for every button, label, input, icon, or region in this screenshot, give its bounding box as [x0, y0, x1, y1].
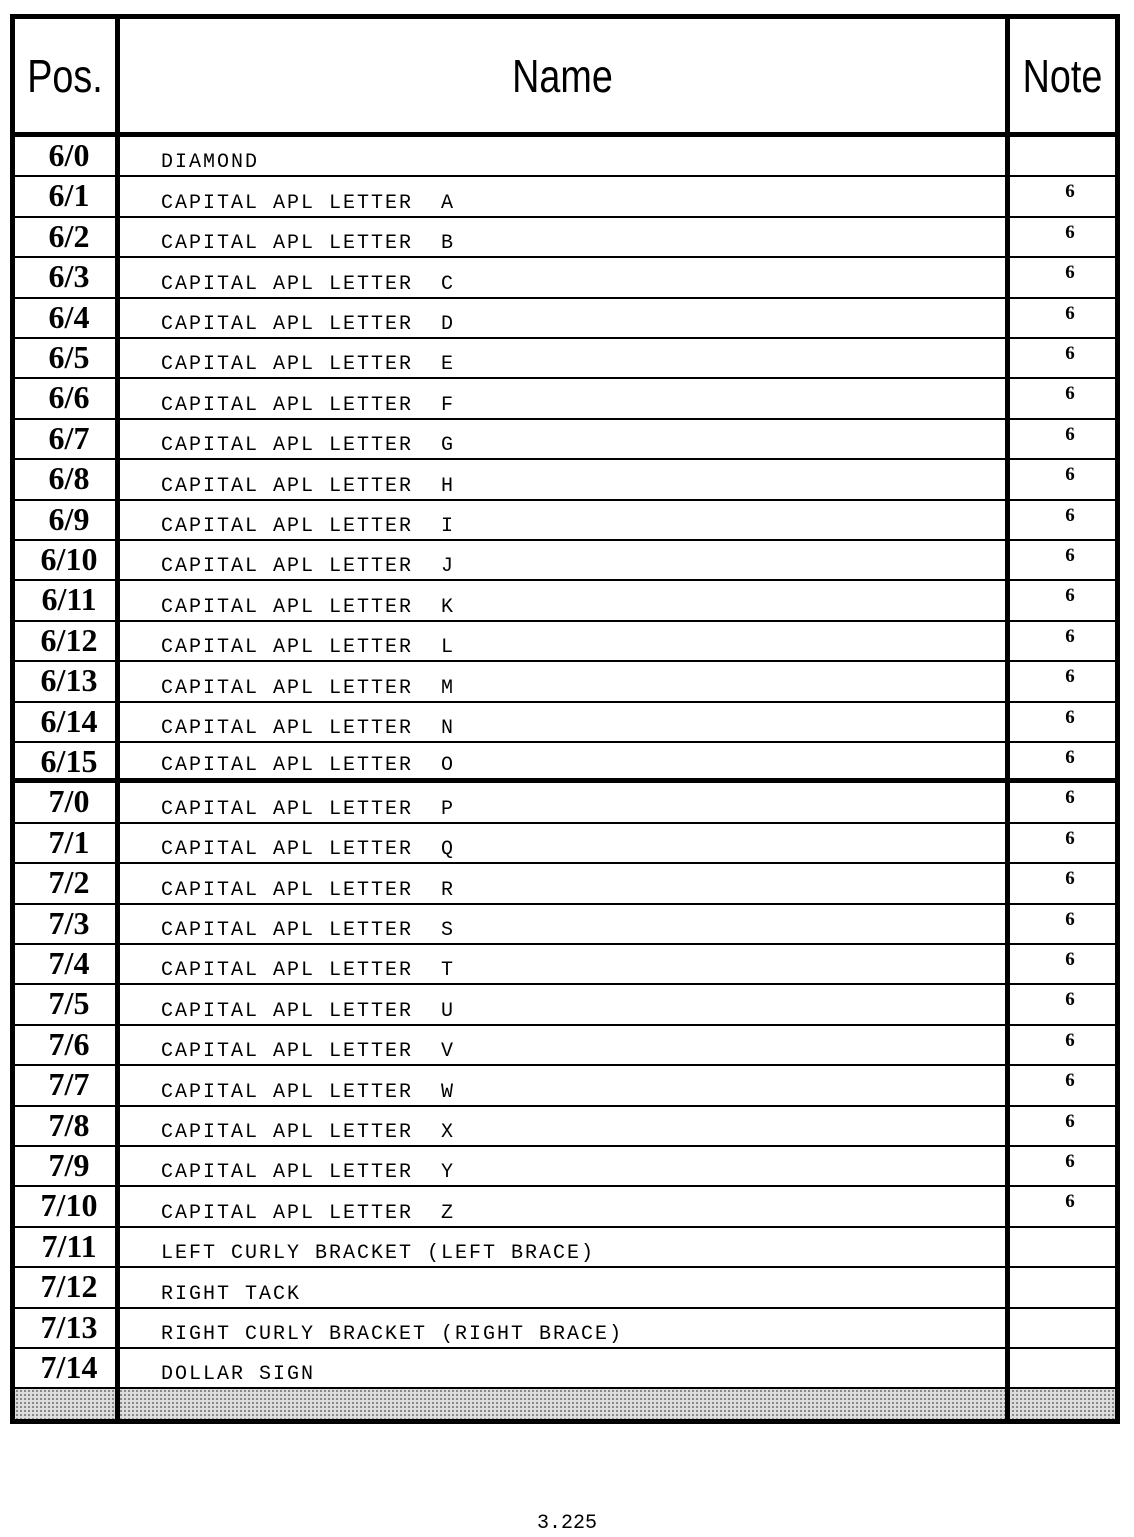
row-note: 6: [1065, 221, 1075, 243]
row-position: 7/1: [48, 823, 90, 860]
row-position: 6/10: [40, 541, 98, 577]
row-character-name: CAPITAL APL LETTER F: [161, 393, 456, 417]
row-character-name: DIAMOND: [161, 151, 260, 175]
table-row: [15, 339, 1115, 379]
row-note: 6: [1065, 625, 1075, 647]
row-note: 6: [1065, 706, 1075, 728]
row-position: 6/6: [48, 379, 90, 416]
table-row: [15, 662, 1115, 702]
row-character-name: CAPITAL APL LETTER X: [161, 1120, 456, 1144]
row-position: 6/0: [48, 137, 90, 173]
note-column-header: Note: [1022, 49, 1103, 102]
table-row: [15, 1228, 1115, 1268]
table-row: [15, 177, 1115, 217]
row-position: 7/10: [40, 1187, 98, 1224]
table-row: [15, 581, 1115, 621]
table-row: [15, 258, 1115, 298]
row-character-name: CAPITAL APL LETTER S: [161, 918, 456, 942]
row-note: 6: [1065, 504, 1075, 526]
row-character-name: CAPITAL APL LETTER M: [161, 676, 456, 700]
row-position: 7/0: [48, 783, 90, 820]
row-character-name: CAPITAL APL LETTER A: [161, 191, 456, 215]
row-note: 6: [1065, 545, 1075, 566]
row-character-name: CAPITAL APL LETTER H: [161, 474, 456, 498]
row-position: 6/1: [48, 177, 90, 214]
table-row: [15, 824, 1115, 864]
table-row: [15, 864, 1115, 904]
table-row: [15, 743, 1115, 783]
row-note: 6: [1065, 423, 1075, 445]
row-character-name: CAPITAL APL LETTER Z: [161, 1201, 456, 1225]
row-position: 7/13: [40, 1308, 98, 1345]
row-position: 7/7: [48, 1066, 90, 1103]
row-character-name: CAPITAL APL LETTER E: [161, 353, 456, 377]
table-row: [15, 1026, 1115, 1066]
row-position: 6/15: [40, 743, 98, 779]
row-position: 6/14: [40, 702, 98, 739]
name-column-header: Name: [512, 49, 613, 102]
row-note: 6: [1065, 1191, 1075, 1213]
row-position: 6/3: [48, 258, 90, 295]
row-position: 7/9: [48, 1147, 90, 1183]
table-row: [15, 1309, 1115, 1349]
column-divider-note: [1005, 19, 1010, 1419]
row-character-name: RIGHT CURLY BRACKET (RIGHT BRACE): [161, 1322, 624, 1346]
row-note: 6: [1065, 827, 1075, 849]
row-position: 7/11: [41, 1227, 97, 1264]
row-position: 7/12: [40, 1268, 98, 1305]
table-row: [15, 1066, 1115, 1106]
row-character-name: CAPITAL APL LETTER K: [161, 595, 456, 619]
row-position: 6/12: [40, 621, 98, 658]
row-note: 6: [1065, 464, 1075, 486]
row-character-name: CAPITAL APL LETTER L: [161, 636, 456, 660]
table-row: [15, 137, 1115, 177]
table-row: [15, 905, 1115, 945]
row-note: 6: [1065, 262, 1075, 284]
row-character-name: CAPITAL APL LETTER I: [161, 514, 456, 538]
row-character-name: CAPITAL APL LETTER D: [161, 312, 456, 336]
row-character-name: CAPITAL APL LETTER U: [161, 999, 456, 1023]
table-row: [15, 1107, 1115, 1147]
row-note: 6: [1065, 868, 1075, 890]
row-character-name: CAPITAL APL LETTER C: [161, 272, 456, 296]
row-position: 6/11: [41, 581, 97, 618]
table-row: [15, 218, 1115, 258]
table-row: [15, 460, 1115, 500]
row-position: 7/6: [48, 1025, 90, 1062]
row-note: 6: [1065, 1029, 1075, 1051]
row-character-name: CAPITAL APL LETTER B: [161, 232, 456, 256]
page-number: 3.225: [536, 1512, 597, 1535]
row-character-name: CAPITAL APL LETTER Q: [161, 838, 456, 862]
table-row: [15, 703, 1115, 743]
table-row: [15, 1268, 1115, 1308]
row-character-name: CAPITAL APL LETTER W: [161, 1080, 456, 1104]
row-position: 7/5: [48, 985, 90, 1022]
table-row: [15, 1349, 1115, 1389]
row-character-name: CAPITAL APL LETTER O: [161, 754, 456, 778]
row-position: 7/3: [48, 904, 90, 941]
row-position: 7/4: [48, 945, 90, 981]
row-position: 7/8: [48, 1106, 90, 1143]
table-row: [15, 622, 1115, 662]
row-character-name: CAPITAL APL LETTER T: [161, 959, 456, 983]
row-character-name: CAPITAL APL LETTER P: [161, 797, 456, 821]
hatched-empty-row: [15, 1389, 1115, 1419]
row-character-name: DOLLAR SIGN: [161, 1363, 316, 1387]
row-note: 6: [1065, 1070, 1075, 1092]
row-character-name: RIGHT TACK: [161, 1282, 302, 1306]
row-character-name: CAPITAL APL LETTER V: [161, 1040, 456, 1064]
row-note: 6: [1065, 908, 1075, 930]
row-note: 6: [1065, 1151, 1075, 1172]
row-note: 6: [1065, 585, 1075, 607]
column-divider-pos: [115, 19, 120, 1419]
row-note: 6: [1065, 383, 1075, 405]
row-note: 6: [1065, 343, 1075, 364]
row-position: 7/2: [48, 864, 90, 901]
row-character-name: CAPITAL APL LETTER J: [161, 555, 456, 579]
row-note: 6: [1065, 666, 1075, 688]
table-row: [15, 985, 1115, 1025]
row-position: 6/8: [48, 460, 90, 497]
row-position: 6/4: [48, 298, 90, 335]
table-row: [15, 1147, 1115, 1187]
row-position: 6/5: [48, 339, 90, 375]
row-note: 6: [1065, 181, 1075, 203]
table-header: [15, 19, 1115, 137]
pos-column-header: Pos.: [27, 49, 103, 102]
table-row: [15, 299, 1115, 339]
row-character-name: CAPITAL APL LETTER G: [161, 434, 456, 458]
code-table: [10, 14, 1120, 1424]
table-row: [15, 379, 1115, 419]
row-position: 6/9: [48, 500, 90, 537]
table-row: [15, 420, 1115, 460]
row-character-name: LEFT CURLY BRACKET (LEFT BRACE): [161, 1242, 596, 1266]
row-character-name: CAPITAL APL LETTER R: [161, 878, 456, 902]
table-row: [15, 541, 1115, 581]
row-character-name: CAPITAL APL LETTER Y: [161, 1161, 456, 1185]
row-position: 6/7: [48, 419, 90, 456]
table-row: [15, 783, 1115, 823]
row-note: 6: [1065, 1110, 1075, 1132]
row-position: 7/14: [40, 1349, 98, 1385]
row-note: 6: [1065, 302, 1075, 324]
row-note: 6: [1065, 989, 1075, 1011]
table-row: [15, 1187, 1115, 1227]
row-character-name: CAPITAL APL LETTER N: [161, 716, 456, 740]
row-note: 6: [1065, 949, 1075, 970]
table-row: [15, 945, 1115, 985]
row-position: 6/2: [48, 217, 90, 254]
table-row: [15, 501, 1115, 541]
row-note: 6: [1065, 787, 1075, 809]
row-position: 6/13: [40, 662, 98, 699]
row-note: 6: [1065, 747, 1075, 768]
